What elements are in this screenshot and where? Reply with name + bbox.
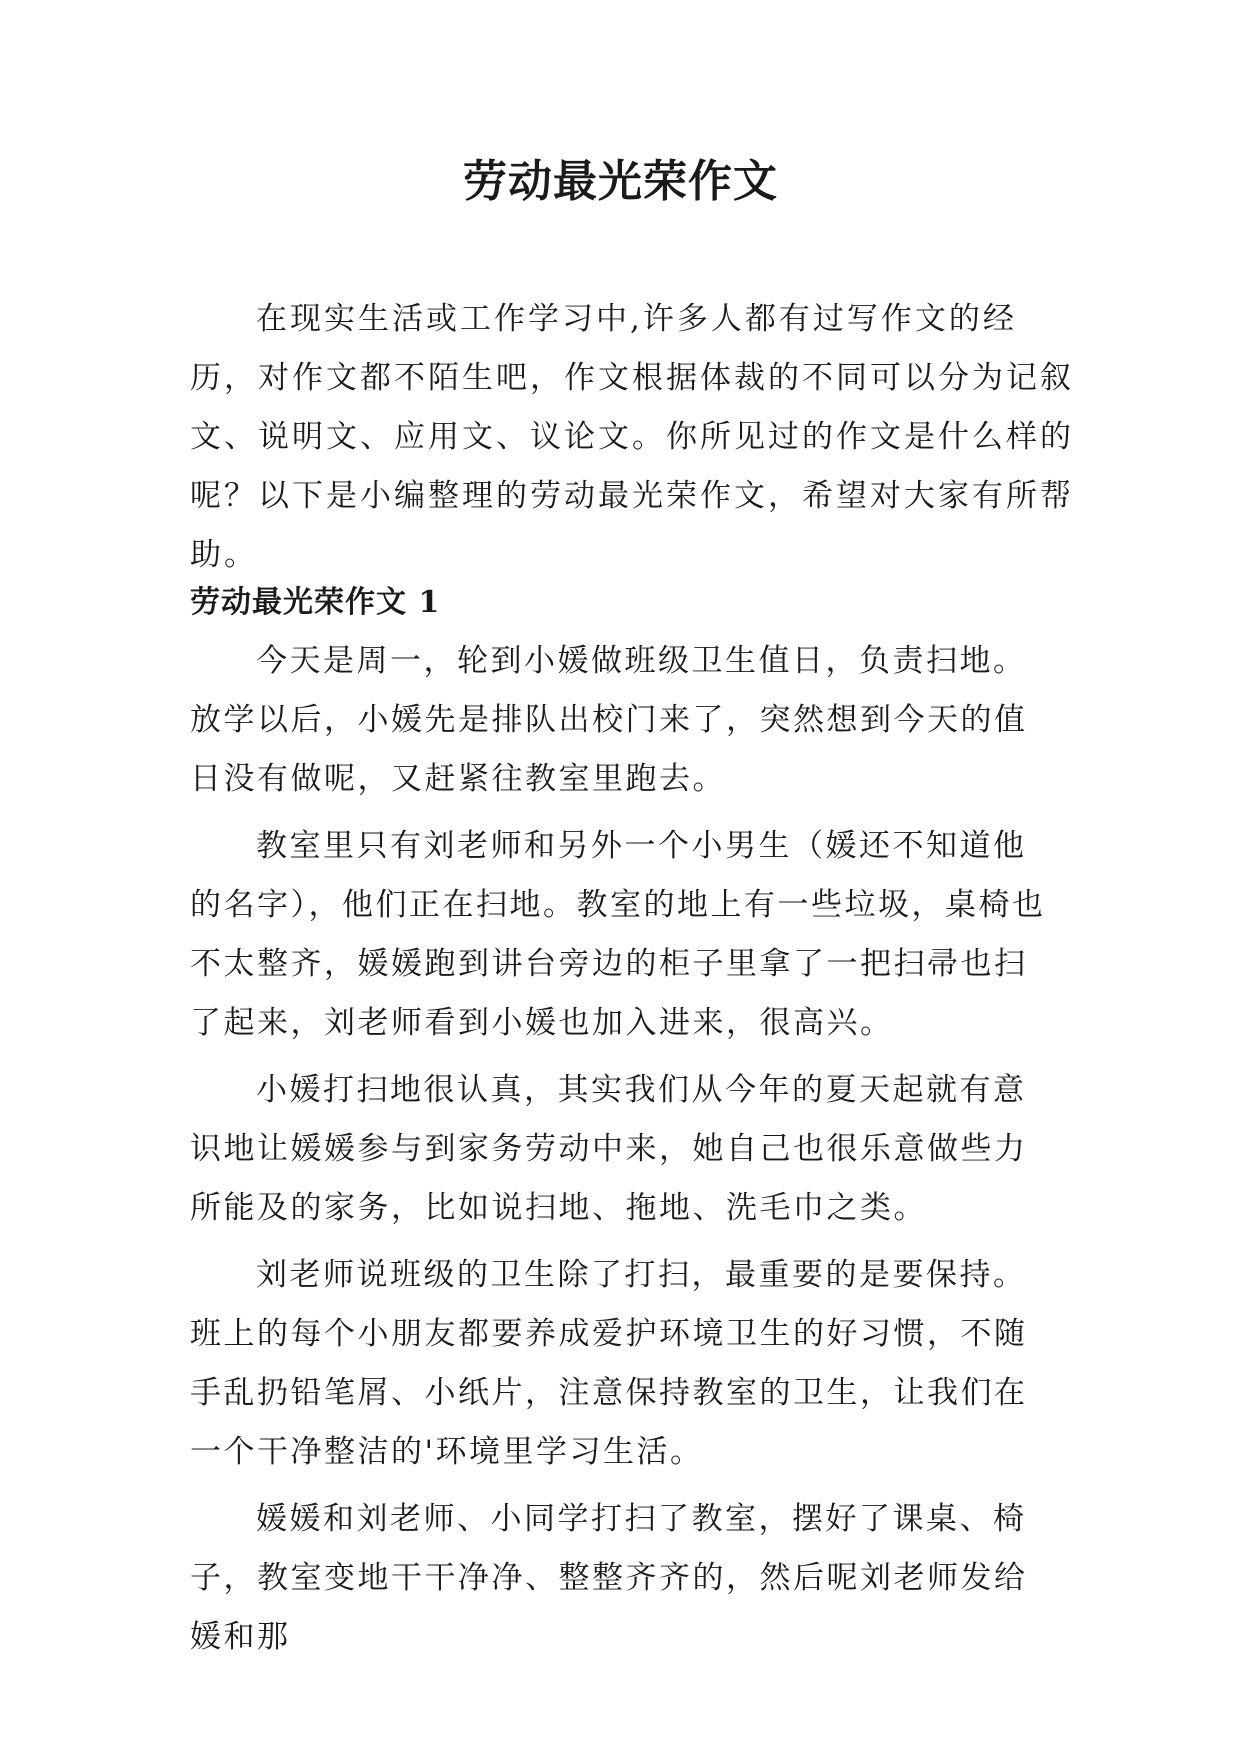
paragraph: 小媛打扫地很认真，其实我们从今年的夏天起就有意识地让媛媛参与到家务劳动中来，她自己也很乐意做些力所能及的家务，比如说扫地、拖地、洗毛巾之类。 bbox=[190, 1072, 1028, 1226]
paragraph: 今天是周一，轮到小媛做班级卫生值日，负责扫地。放学以后，小媛先是排队出校门来了，突然想到今天的值日没有做呢，又赶紧往教室里跑去。 bbox=[190, 643, 1028, 797]
intro-paragraph: 在现实生活或工作学习中,许多人都有过写作文的经历，对作文都不陌生吧，作文根据体裁的不同可以分为记叙文、说明文、应用文、议论文。你所见过的作文是什么样的呢？以下是小编整理的劳动最光荣作文，希望对大家有所帮助。 bbox=[190, 301, 1074, 573]
paragraph: 教室里只有刘老师和另外一个小男生（媛还不知道他的名字），他们正在扫地。教室的地上有一些垃圾，桌椅也不太整齐，媛媛跑到讲台旁边的柜子里拿了一把扫帚也扫了起来，刘老师看到小媛也加入进来，很高兴。 bbox=[190, 828, 1046, 1041]
section-heading: 劳动最光荣作文 1 bbox=[190, 585, 441, 620]
essay-content bbox=[190, 632, 1056, 1675]
paragraph: 媛媛和刘老师、小同学打扫了教室，摆好了课桌、椅子，教室变地干干净净、整整齐齐的，然后呢刘老师发给媛和那 bbox=[190, 1501, 1028, 1655]
document-title: 劳动最光荣作文 bbox=[463, 156, 778, 207]
paragraph: 刘老师说班级的卫生除了打扫，最重要的是要保持。班上的每个小朋友都要养成爱护环境卫生的好习惯，不随手乱扔铅笔屑、小纸片，注意保持教室的卫生，让我们在一个干净整洁的'环境里学习生活。 bbox=[190, 1257, 1028, 1470]
